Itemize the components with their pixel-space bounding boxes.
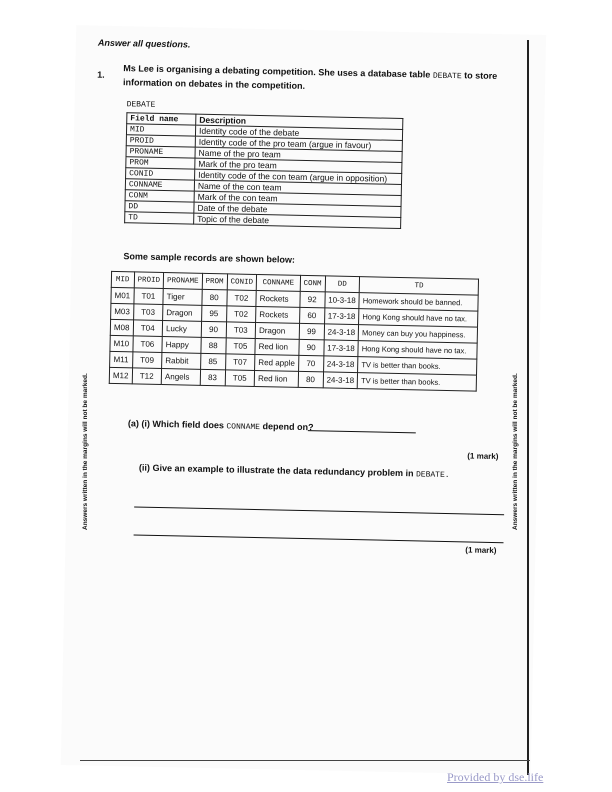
table-cell: Dragon <box>255 322 299 339</box>
column-header: CONM <box>300 275 325 292</box>
table-cell: T05 <box>226 338 256 355</box>
table-cell: 85 <box>200 353 225 370</box>
debate-field-table <box>124 112 403 229</box>
column-header: TD <box>359 277 478 295</box>
instruction: Answer all questions. <box>97 37 191 50</box>
field-name-cell: CONID <box>126 168 195 180</box>
table-cell: T02 <box>227 290 257 307</box>
table-cell: Hong Kong should have no tax. <box>359 309 478 327</box>
table-cell: M11 <box>110 351 133 367</box>
table-cell: Lucky <box>162 321 201 338</box>
field-name-cell: PROM <box>126 157 195 169</box>
column-header: PROM <box>202 273 227 290</box>
table-cell: T09 <box>132 352 162 369</box>
part-a-label: (a) (i) <box>127 418 151 429</box>
table-cell: TV is better than books. <box>357 373 476 391</box>
field-description-cell: Topic of the debate <box>194 213 401 228</box>
table-cell: Rabbit <box>162 353 201 370</box>
table-cell: T03 <box>226 322 256 339</box>
field-description-cell: Identity code of the pro team (argue in favour) <box>195 136 402 151</box>
field-name-cell: MID <box>126 124 195 136</box>
field-description-cell: Mark of the con team <box>194 191 401 206</box>
debate-table-name: DEBATE <box>126 100 156 110</box>
column-header: PROID <box>134 272 164 289</box>
table-cell: T04 <box>133 320 163 337</box>
page-edge-right <box>527 40 529 775</box>
table-cell: 83 <box>200 369 225 386</box>
table-cell: 10-3-18 <box>325 292 360 309</box>
margin-note-left: Answers written in the margins will not be marked. <box>82 373 89 530</box>
table-cell: Hong Kong should have no tax. <box>358 341 477 359</box>
question-number: 1. <box>97 69 105 80</box>
table-cell: T06 <box>132 336 162 353</box>
part-a-ii <box>139 463 450 481</box>
margin-note-right: Answers written in the margins will not be marked. <box>512 373 519 530</box>
intro-table-name: DEBATE <box>432 71 462 82</box>
table-cell: Red lion <box>254 370 298 387</box>
answer-line-a-ii-2[interactable] <box>134 534 504 543</box>
table-cell: Rockets <box>256 290 300 307</box>
table-cell: Happy <box>162 337 201 354</box>
column-header: CONNAME <box>256 274 300 291</box>
table-cell: 60 <box>299 307 324 324</box>
marks-a-i: (1 mark) <box>467 451 499 462</box>
intro-before: Ms Lee is organising a debating competition. She uses a database table <box>123 63 431 80</box>
part-a-ii-table: DEBATE. <box>415 470 450 481</box>
table-cell: 95 <box>201 305 226 322</box>
answer-line-a-ii-1[interactable] <box>134 506 504 515</box>
field-name-cell: PROID <box>126 135 195 147</box>
sample-records-table <box>109 271 479 392</box>
field-description-cell: Name of the pro team <box>195 147 402 162</box>
table-cell: M12 <box>109 367 132 383</box>
table-cell: Angels <box>161 369 200 386</box>
field-description-cell: Mark of the pro team <box>195 158 402 173</box>
field-name-cell: CONNAME <box>125 179 194 191</box>
field-description-cell: Name of the con team <box>194 180 401 195</box>
table-cell: Rockets <box>256 306 300 323</box>
table-cell: 99 <box>299 323 324 340</box>
table-cell: 17-3-18 <box>324 340 359 357</box>
table-cell: T01 <box>133 288 163 305</box>
column-header: CONID <box>227 274 257 291</box>
table-cell: TV is better than books. <box>358 357 477 375</box>
part-a-ii-label: (ii) <box>138 462 151 473</box>
table-cell: 90 <box>201 321 226 338</box>
table-cell: 92 <box>299 291 324 308</box>
table-cell: 24-3-18 <box>324 324 359 341</box>
header-description: Description <box>196 114 403 129</box>
table-cell: 80 <box>202 289 227 306</box>
column-header: DD <box>325 276 360 293</box>
table-cell: M10 <box>110 335 133 351</box>
table-cell: M01 <box>111 287 134 303</box>
page-edge-bottom <box>80 760 530 761</box>
field-description-cell: Identity code of the debate <box>195 125 402 140</box>
part-a-text-after: depend on? <box>262 421 314 433</box>
table-cell: 90 <box>298 339 323 356</box>
table-cell: 88 <box>200 337 225 354</box>
header-field-name: Field name <box>127 113 196 125</box>
marks-a-ii: (1 mark) <box>465 545 497 556</box>
part-a-i <box>128 418 314 433</box>
field-name-cell: TD <box>125 212 194 224</box>
table-cell: Red lion <box>255 338 299 355</box>
table-cell: Red apple <box>255 354 299 371</box>
exam-page <box>61 25 546 775</box>
table-cell: Homework should be banned. <box>359 293 478 311</box>
table-cell: Money can buy you happiness. <box>358 325 477 343</box>
field-description-cell: Identity code of the con team (argue in opposition) <box>195 169 402 184</box>
field-name-cell: PRONAME <box>126 146 195 158</box>
table-cell: M03 <box>111 303 134 319</box>
table-cell: T03 <box>133 304 163 321</box>
table-cell: T12 <box>132 368 162 385</box>
column-header: MID <box>111 271 134 287</box>
footer-credit-link[interactable]: Provided by dse.life <box>447 770 544 784</box>
table-cell: Tiger <box>163 289 202 306</box>
field-name-cell: CONM <box>125 190 194 202</box>
sample-label: Some sample records are shown below: <box>123 251 296 265</box>
table-cell: 17-3-18 <box>324 308 359 325</box>
field-name-cell: DD <box>125 201 194 213</box>
answer-line-a-i[interactable] <box>308 430 416 433</box>
part-a-text-before: Which field does <box>152 418 225 431</box>
question-intro <box>123 62 543 97</box>
table-cell: T07 <box>225 354 255 371</box>
part-a-ii-text: Give an example to illustrate the data redundancy problem in <box>152 462 414 479</box>
table-cell: 24-3-18 <box>323 372 358 389</box>
column-header: PRONAME <box>163 273 202 290</box>
part-a-field: CONNAME <box>226 422 261 433</box>
table-cell: 70 <box>298 355 323 372</box>
table-cell: M08 <box>110 319 133 335</box>
table-cell: 80 <box>298 371 323 388</box>
table-cell: Dragon <box>163 305 202 322</box>
table-cell: T05 <box>225 370 255 387</box>
table-cell: 24-3-18 <box>323 356 358 373</box>
intro-after: to store information on debates in the competition. <box>122 70 498 91</box>
field-description-cell: Date of the debate <box>194 202 401 217</box>
table-cell: T02 <box>226 306 256 323</box>
